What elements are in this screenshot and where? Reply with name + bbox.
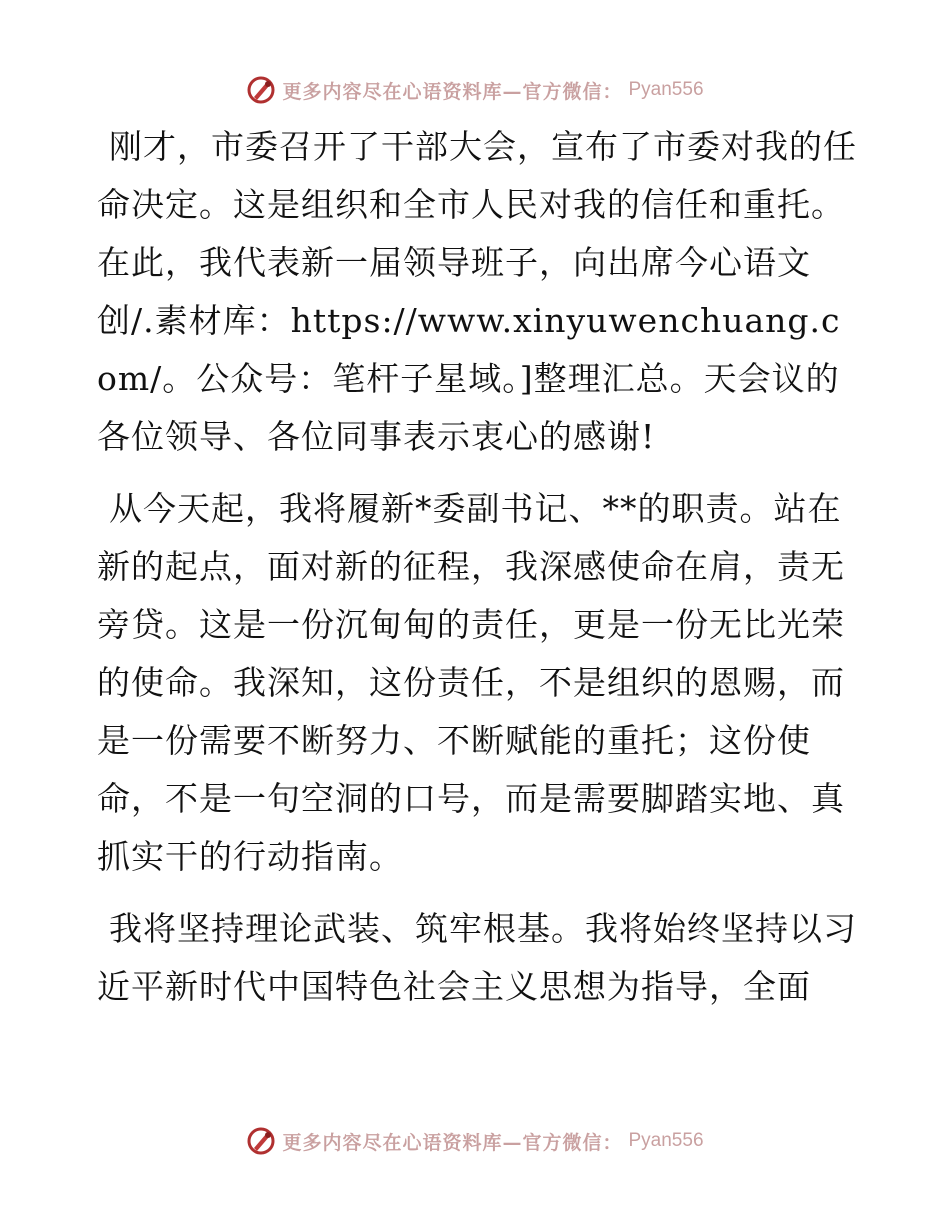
footer-watermark: [0, 1121, 950, 1161]
watermark-text: 更多内容尽在心语资料库—官方微信：: [282, 1131, 623, 1154]
paragraph-1: 刚才，市委召开了干部大会，宣布了市委对我的任命决定。这是组织和全市人民对我的信任和重托。在此，我代表新一届领导班子，向出席今心语文创/.素材库：https://www.xinyuwenchuang.com/。公众号：笔杆子星域。]整理汇总。天会议的各位领导、各位同事表示衷心的感谢!: [97, 127, 857, 456]
paragraph-3: 我将坚持理论武装、筑牢根基。我将始终坚持以习近平新时代中国特色社会主义思想为指导，全面: [97, 909, 857, 1006]
pen-logo-icon: [246, 1126, 276, 1156]
watermark-wechat-id: Pyan556: [628, 1130, 704, 1151]
document-body: [97, 118, 857, 1030]
paragraph-2: 从今天起，我将履新*委副书记、**的职责。站在新的起点，面对新的征程，我深感使命在肩，责无旁贷。这是一份沉甸甸的责任，更是一份无比光荣的使命。我深知，这份责任，不是组织的恩赐，而是一份需要不断努力、不断赋能的重托；这份使命，不是一句空洞的口号，而是需要脚踏实地、真抓实干的行动指南。: [97, 489, 845, 876]
watermark-text: 更多内容尽在心语资料库—官方微信：: [282, 80, 623, 103]
pen-logo-icon: [246, 75, 276, 105]
header-watermark: [0, 70, 950, 110]
watermark-wechat-id: Pyan556: [628, 79, 704, 100]
